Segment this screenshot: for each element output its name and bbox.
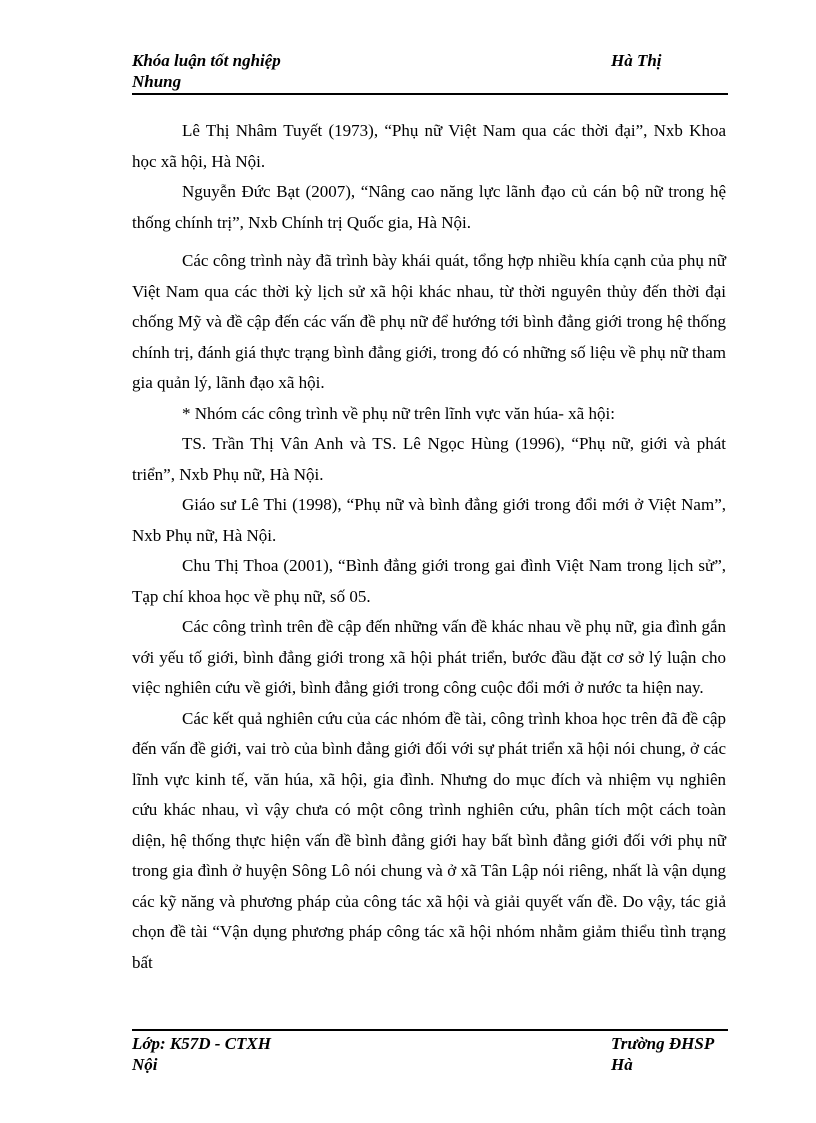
reference-paragraph: Nguyễn Đức Bạt (2007), “Nâng cao năng lực lãnh đạo củ cán bộ nữ trong hệ thống chính trị”, Nxb Chính trị Quốc gia, Hà Nội. xyxy=(132,182,726,232)
footer-divider xyxy=(132,1029,728,1031)
footer-university-name-continued: Nội xyxy=(132,1055,158,1074)
reference-paragraph: Chu Thị Thoa (2001), “Bình đẳng giới trong gai đình Việt Nam trong lịch sử”, Tạp chí khoa học về phụ nữ, số 05. xyxy=(132,556,726,606)
reference-paragraph: Giáo sư Lê Thi (1998), “Phụ nữ và bình đẳng giới trong đổi mới ở Việt Nam”, Nxb Phụ nữ, Hà Nội. xyxy=(132,495,726,545)
body-paragraph: Các công trình trên đề cập đến những vấn đề khác nhau về phụ nữ, gia đình gắn với yếu tố giới, bình đẳng giới trong xã hội phát triển, bước đầu đặt cơ sở lý luận cho việc nghiên cứu về giới, bình đẳng giới trong công cuộc đổi mới ở nước ta hiện nay. xyxy=(132,617,726,697)
header-author-name: Hà Thị xyxy=(611,51,662,70)
page-footer xyxy=(132,1033,728,1075)
body-paragraph: Các công trình này đã trình bày khái quát, tổng hợp nhiều khía cạnh của phụ nữ Việt Nam qua các thời kỳ lịch sử xã hội khác nhau, từ thời nguyên thủy đến thời đại chống Mỹ và đề cập đến các vấn đề phụ nữ để hướng tới bình đẳng giới trong hệ thống chính trị, đánh giá thực trạng bình đẳng giới, trong đó có những số liệu về phụ nữ tham gia quản lý, lãnh đạo xã hội. xyxy=(132,251,726,392)
footer-university-name: Trường ĐHSP Hà xyxy=(611,1034,714,1074)
document-body xyxy=(132,116,726,978)
body-paragraph: Các kết quả nghiên cứu của các nhóm đề tài, công trình khoa học trên đã đề cập đến vấn đề giới, vai trò của bình đẳng giới đối với sự phát triển xã hội nói chung, ở các lĩnh vực kinh tế, văn húa, xã hội, gia đình. Nhưng do mục đích và nhiệm vụ nghiên cứu khác nhau, vì vậy chưa có một công trình nghiên cứu, phân tích một cách toàn diện, hệ thống thực hiện vấn đề bình đẳng giới hay bất bình đẳng giới đối với phụ nữ trong gia đình ở huyện Sông Lô nói chung và ở xã Tân Lập nói riêng, nhất là vận dụng các kỹ năng và phương pháp của công tác xã hội và giải quyết vấn đề. Do vậy, tác giả chọn đề tài “Vận dụng phương pháp công tác xã hội nhóm nhằm giảm thiểu tình trạng bất xyxy=(132,708,726,972)
reference-paragraph: TS. Trần Thị Vân Anh và TS. Lê Ngọc Hùng (1996), “Phụ nữ, giới và phát triển”, Nxb Phụ nữ, Hà Nội. xyxy=(132,434,726,484)
header-thesis-title: Khóa luận tốt nghiệp xyxy=(132,51,281,70)
header-author-name-continued: Nhung xyxy=(132,72,182,91)
footer-class-label: Lớp: K57D - CTXH xyxy=(132,1034,271,1053)
reference-paragraph: Lê Thị Nhâm Tuyết (1973), “Phụ nữ Việt Nam qua các thời đại”, Nxb Khoa học xã hội, Hà Nội. xyxy=(132,121,726,171)
page-header xyxy=(132,50,728,92)
section-heading-paragraph: * Nhóm các công trình về phụ nữ trên lĩnh vực văn húa- xã hội: xyxy=(182,403,615,423)
header-divider xyxy=(132,93,728,95)
